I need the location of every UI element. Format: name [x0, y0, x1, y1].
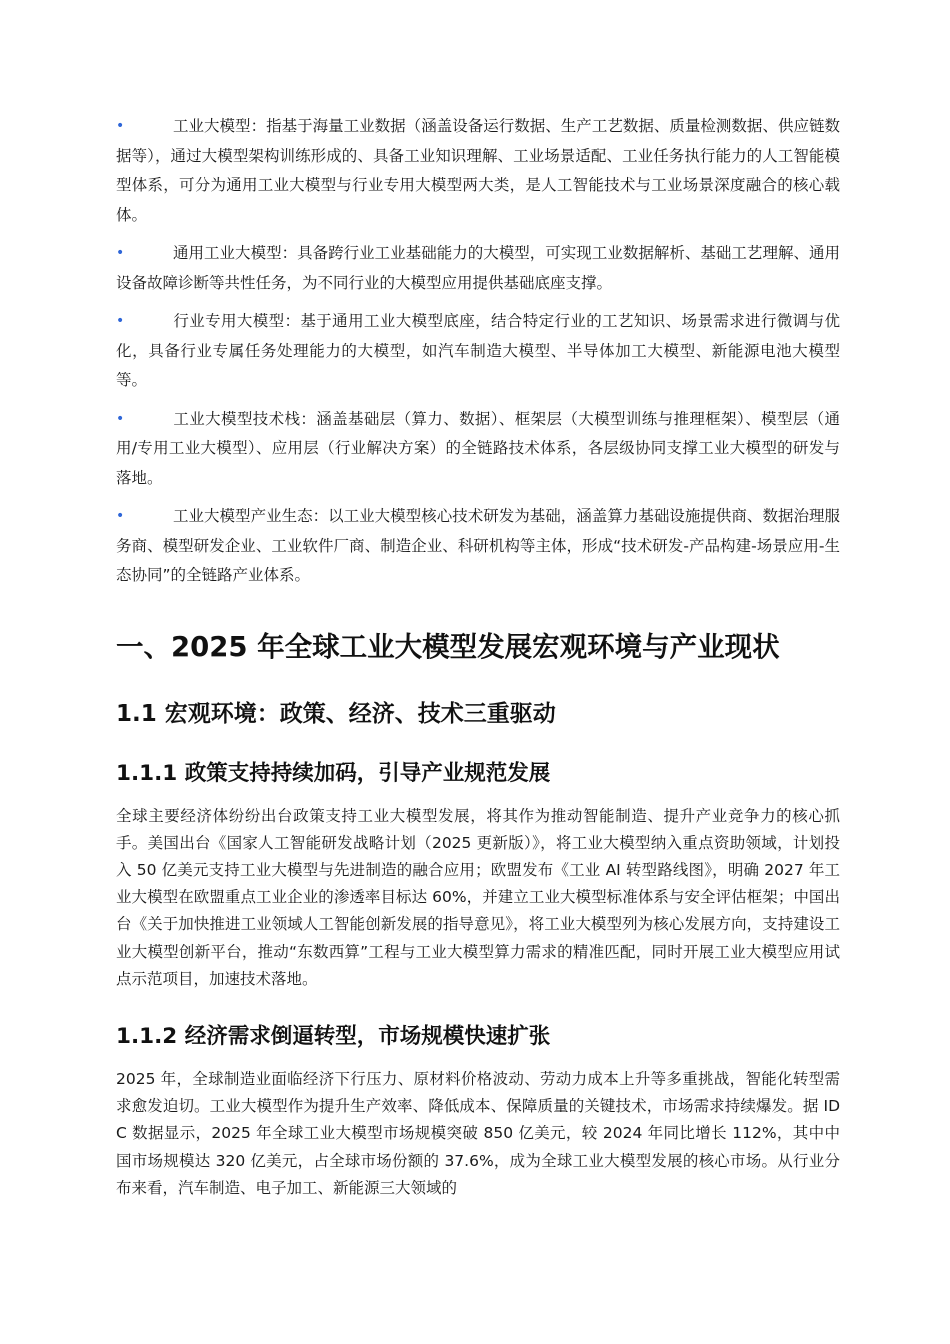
term-item-industrial-model [116, 112, 840, 230]
bullet-icon: • [116, 508, 125, 524]
section-heading: 一、2025 年全球工业大模型发展宏观环境与产业现状 [116, 630, 780, 663]
document-page [116, 112, 840, 1202]
policy-paragraph: 全球主要经济体纷纷出台政策支持工业大模型发展，将其作为推动智能制造、提升产业竞争力的核心抓手。美国出台《国家人工智能研发战略计划（2025 更新版）》，将工业大模型纳入重点资助领域，计划投入 50 亿美元支持工业大模型与先进制造的融合应用；欧盟发布《工业 AI 转型路线图》，明确 2027 年工业大模型在欧盟重点工业企业的渗透率目标达 60%，并建立工业大模型标准体系与安全评估框架；中国出台《关于加快推进工业领域人工智能创新发展的指导意见》，将工业大模型列为核心发展方向，支持建设工业大模型创新平台，推动“东数西算”工程与工业大模型算力需求的精准匹配，同时开展工业大模型应用试点示范项目，加速技术落地。 [116, 806, 840, 988]
bullet-icon: • [116, 245, 125, 261]
term-text: 行业专用大模型：基于通用工业大模型底座，结合特定行业的工艺知识、场景需求进行微调与优化，具备行业专属任务处理能力的大模型，如汽车制造大模型、半导体加工大模型、新能源电池大模型等。 [116, 312, 840, 389]
term-item-ecosystem [116, 502, 840, 591]
bullet-icon: • [116, 410, 125, 427]
term-text: 通用工业大模型：具备跨行业工业基础能力的大模型，可实现工业数据解析、基础工艺理解、通用设备故障诊断等共性任务，为不同行业的大模型应用提供基础底座支撑。 [116, 244, 840, 292]
term-text: 工业大模型：指基于海量工业数据（涵盖设备运行数据、生产工艺数据、质量检测数据、供应链数据等），通过大模型架构训练形成的、具备工业知识理解、工业场景适配、工业任务执行能力的人工智能模型体系，可分为通用工业大模型与行业专用大模型两大类，是人工智能技术与工业场景深度融合的核心载体。 [116, 117, 840, 224]
term-item-general-model [116, 239, 840, 298]
economy-paragraph: 2025 年，全球制造业面临经济下行压力、原材料价格波动、劳动力成本上升等多重挑战，智能化转型需求愈发迫切。工业大模型作为提升生产效率、降低成本、保障质量的关键技术，市场需求持续爆发。据 IDC 数据显示，2025 年全球工业大模型市场规模突破 850 亿美元，较 2024 年同比增长 112%，其中中国市场规模达 320 亿美元，占全球市场份额的 37.6%，成为全球工业大模型发展的核心市场。从行业分布来看，汽车制造、电子加工、新能源三大领域的 [116, 1069, 840, 1197]
term-definition-list [116, 112, 840, 591]
economy-heading: 1.1.2 经济需求倒逼转型，市场规模快速扩张 [116, 1023, 551, 1049]
term-text: 工业大模型技术栈：涵盖基础层（算力、数据）、框架层（大模型训练与推理框架）、模型层（通用/专用工业大模型）、应用层（行业解决方案）的全链路技术体系，各层级协同支撑工业大模型的研发与落地。 [116, 409, 840, 487]
policy-heading: 1.1.1 政策支持持续加码，引导产业规范发展 [116, 760, 551, 786]
term-item-industry-model [116, 307, 840, 396]
bullet-icon: • [116, 118, 125, 134]
bullet-icon: • [116, 313, 125, 329]
subsection-heading: 1.1 宏观环境：政策、经济、技术三重驱动 [116, 700, 556, 727]
term-item-tech-stack [116, 405, 840, 494]
term-text: 工业大模型产业生态：以工业大模型核心技术研发为基础，涵盖算力基础设施提供商、数据治理服务商、模型研发企业、工业软件厂商、制造企业、科研机构等主体，形成“技术研发-产品构建-场景应用-生态协同”的全链路产业体系。 [116, 507, 840, 584]
